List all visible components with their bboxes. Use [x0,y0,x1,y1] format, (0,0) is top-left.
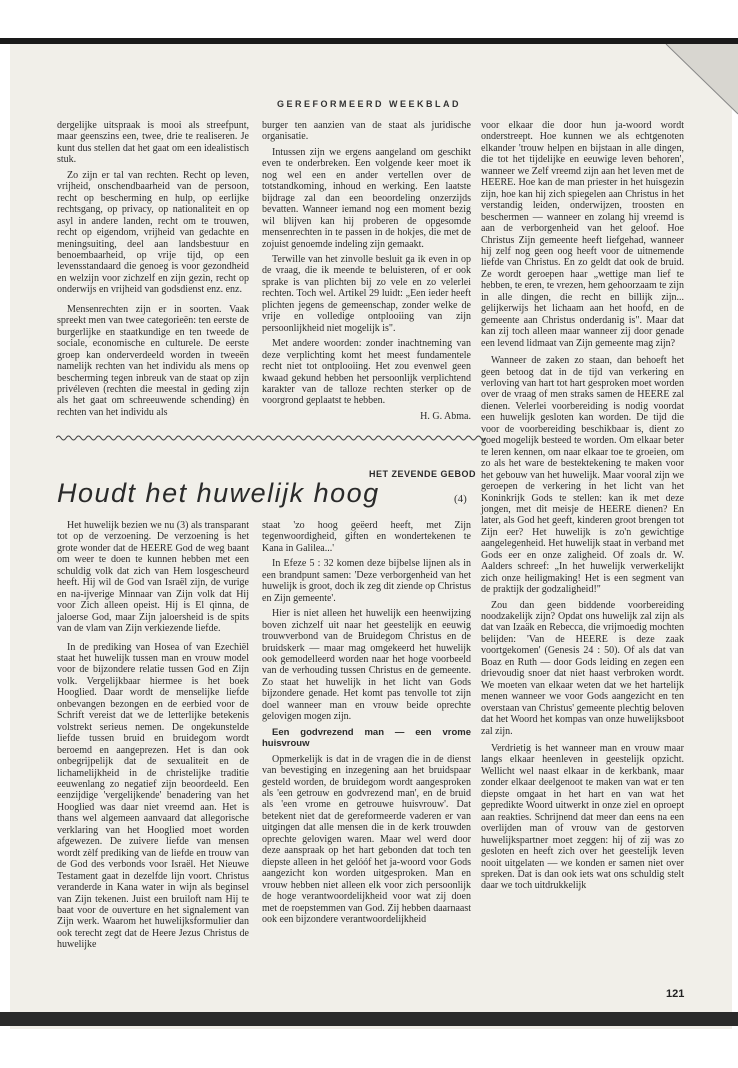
top-margin [0,0,738,40]
column-3 [481,120,684,896]
column-2-top [262,120,471,422]
paragraph: staat 'zo hoog geëerd heeft, met Zijn tegenwoordigheid, giften en wondertekenen te Kana in Galilea...' [262,520,471,554]
paragraph: Intussen zijn we ergens aangeland om geschikt even te onderbreken. Een volgende keer moet ik nog wel een en ander vertellen over de totstandkoming, inhoud en werking. Een laatste bijdrage zal dan een beoordeling onzerzijds bevatten. Wanneer iemand nog een moment bezig wil blijven kan hij proberen de opgesomde mensenrechten in te passen in de hokjes, die met de zojuist genoemde indeling zijn gemaakt. [262,146,471,250]
paragraph: dergelijke uitspraak is mooi als streefpunt, maar geenszins een, twee, drie te realiseren. Je kunt dus stellen dat het gaat om een idealistisch stuk. [57,120,249,166]
section-label: HET ZEVENDE GEBOD [368,469,476,479]
column-1-bottom [57,520,249,955]
page-number: 121 [666,988,685,1000]
article-title: Houdt het huwelijk hoog [57,478,380,508]
article-part-number: (4) [454,493,467,505]
scan-bottom-edge [0,1012,738,1026]
page-corner-fold [646,44,738,124]
paragraph: Wanneer de zaken zo staan, dan behoeft het geen betoog dat in de tijd van verkering en verloving van hart tot hart gesproken moet worden over de vraag of men straks samen de HEERE zal dienen. Velerlei voorbereiding is nodig voordat een huwelijk gesloten kan worden. De tijd die voor de voorbereiding beschikbaar is, dient zo goed mogelijk besteed te worden. Om elkaar beter te leren kennen, om naar elkaar toe te groeien, om zo als het ware de bestektekening te maken voor het gebouw van het huwelijk. Maar vooral zijn we geroepen de verkering in het licht van het Koninkrijk Gods te stellen: kan ik met deze jongen, met dit meisje de HEERE dienen? En later, als God het geeft, kinderen groot brengen tot Zijn eer? Het huwelijk is zo'n gewichtige aangelegenheid. Het huwelijk staat in verband met Gods eer en onze zaligheid. Of zoals dr. W. Aalders schreef: „In het huwelijk verwerkelijkt zich onze heiligmaking! Het is een segment van de praktijk der godzaligheid!" [481,355,684,596]
paragraph: voor elkaar die door hun ja-woord wordt onderstreept. Hoe kunnen we als echtgenoten elkander 'trouw helpen en bijstaan in alle dingen, die tot het tijdelijke en eeuwige leven behoren', wanneer we Zelf vreemd zijn aan het leven met de HEERE. Hoe kan de man priester in het huisgezin zijn, hoe kan hij zich spiegelen aan Christus in het verstandig leiden, onderwijzen, troosten en beschermen — wanneer en zolang hij vreemd is aan de verborgenheid van het geloof. Hoe Christus Zijn gemeente heeft liefgehad, wanneer hij zelf nog geen oog heeft voor de uitnemende liefde van Christus. En zo geldt dat ook de bruid. Ze wordt geroepen haar „wettige man lief te hebben, te eren, te vrezen, hem gehoorzaam te zijn in alle dingen, die recht en billijk zijn... gelijkerwijs het lichaam aan het hoofd, en de gemeente aan Christus onderdanig is". Maar dat kan zij toch alleen maar wanneer zij door genade een levend lidmaat van Zijn gemeente mag zijn? [481,120,684,349]
paragraph: Zou dan geen biddende voorbereiding noodzakelijk zijn? Opdat ons huwelijk zal zijn als dat van Izaäk en Rebecca, die vrijmoedig mochten belijden: 'Van de HEERE is deze zaak voortgekomen' (Genesis 24 : 50). Of als dat van Boaz en Ruth — door Gods leiding en zegen een drievoudig snoer dat niet haast verbroken wordt. We moeten van elkaar weten dat we het hartelijk menen wanneer we voor Gods aangezicht en ten overstaan van Christus' gemeente plechtig beloven dat het Woord het kompas van onze huwelijksboot zal zijn. [481,599,684,737]
paragraph: Verdrietig is het wanneer man en vrouw maar langs elkaar heenleven in geestelijk opzicht. Wellicht wel naast elkaar in de kerkbank, maar zonder elkaar deelgenoot te maken van wat er ten diepste omgaat in het hart en van wat het gepredikte Woord uitwerkt in onze ziel en oproept aan reakties. Schrijnend dat meer dan eens na een overlijden man of vrouw van de gestorven huwelijkspartner moet zeggen: hij of zij was zo gesloten en heeft zich over het geestelijk leven nooit uitgelaten — we konden er samen niet over spreken. Dat is dan ook iets wat ons schuldig stelt daar we toch uitdrukkelijk [481,743,684,892]
paragraph: Hier is niet alleen het huwelijk een heenwijzing boven zichzelf uit naar het geestelijk en eeuwig trouwverbond van de Bruidegom Christus en de bruidskerk — maar mag omgekeerd het huwelijk ook gemodelleerd worden naar het hoge voorbeeld van de verhouding tussen Christus en de gemeente. Zo staat het huwelijk in het licht van Gods bijzondere genade. Het komt pas tenvolle tot zijn doel wanneer man en vrouw beide oprechte gelovigen mogen zijn. [262,608,471,723]
paragraph: Terwille van het zinvolle besluit ga ik even in op de vraag, die ik meende te beluisteren, of er ook sprake is van plichten bij zo vele en zo velerlei rechten. Toch wel. Artikel 29 luidt: „Een ieder heeft plichten jegens de gemeenschap, zonder welke de vrije en volledige ontplooiing van zijn persoonlijkheid niet mogelijk is". [262,253,471,334]
author-signature: H. G. Abma. [420,410,471,422]
paragraph: Met andere woorden: zonder inachtneming van deze verplichting komt het meest fundamentele recht niet tot ontplooiing. Het zou evenwel geen kwaad gekund hebben het persoonlijk verplichtend karakter van de talloze rechten sterker op de voorgrond geplaatst te hebben. [262,338,471,407]
paragraph: Mensenrechten zijn er in soorten. Vaak spreekt men van twee categorieën: ten eerste de burgerlijke en staatkundige en ten tweede de sociale, economische en culturele. De eerste groep kan onderverdeeld worden in tweeën namelijk rechten van het individu als mens op bescherming tegen inbreuk van de staat op zijn privéleven (rechten die meestal in geding zijn als het gaat om schreeuwende schending) èn rechten van het individu als [57,303,249,418]
paragraph: Het huwelijk bezien we nu (3) als transparant tot op de verzoening. De verzoening is het grote wonder dat de HEERE God de weg baant om weer te doen te kunnen hebben met een schuldig volk dat zich van Hem losgescheurd heeft. Hij wil de God van Israël zijn, de vurige en na-ijverige Minnaar van Zijn volk dat Hij voor Zich alleen opeist. Hij is El qinna, de jaloerse God, maar Zijn jaloersheid is de spits van de vlam van Zijn verkiezende liefde. [57,520,249,635]
column-2-bottom [262,520,471,929]
subheading: Een godvrezend man — een vrome huisvrouw [262,726,471,750]
page-header: GEREFORMEERD WEEKBLAD [276,99,461,109]
paragraph: In Efeze 5 : 32 komen deze bijbelse lijnen als in een brandpunt samen: 'Deze verborgenheid van het huwelijk is groot, doch ik zeg dit ziende op Christus en Zijn gemeente'. [262,558,471,604]
paragraph: Zo zijn er tal van rechten. Recht op leven, vrijheid, onschendbaarheid van de persoon, recht op bescherming en hulp, op eerlijke rechtsgang, op privacy, op nationaliteit en op asyl in andere landen, recht om te trouwen, recht op eigendom, vrijheid van gedachte en meningsuiting, deel aan landsbestuur en benoembaarheid, op vrije tijd, op een levensstandaard die genoeg is voor gezondheid en welzijn voor zichzelf en zijn gezin, recht op onderwijs en vrijheid van godsdienst enz. enz. [57,169,249,296]
column-1-top [57,120,249,422]
paragraph: In de prediking van Hosea of van Ezechiël staat het huwelijk tussen man en vrouw model voor de bijzondere relatie tussen God en Zijn volk. Vergelijkbaar hiermee is het boek Hooglied. Daar wordt de menselijke liefde onbevangen bezongen en de eerbied voor de Schrift vereist dat we de letterlijke betekenis volstrekt serieus nemen. De ongekunstelde liefde tussen bruid en bruidegom wordt beroemd en aangeprezen. Het is dan ook onbegrijpelijk dat de sexualiteit en de lichamelijkheid in de christelijke traditie eeuwenlang zo negatief zijn beoordeeld. Een eenzijdige 'vergelijkende' benadering van het Hooglied was daar niet vreemd aan. Het is thans wel algemeen aanvaard dat allegorische verklaring van het Hooglied moet worden afgewezen. De zuivere liefde van mensen wordt zèlf prediking van de liefde en trouw van de God des verbonds voor Israël. Het Nieuwe Testament gaat in dezelfde lijn voort. Christus veranderde in Kana water in wijn als beginsel van Zijn tekenen. Juist een bruiloft nam Hij te baat voor de ouverture en het signalement van Zijn werk. Waarom het huwelijksformulier dan ook terecht zegt dat de Heere Jezus Christus de huwelijke [57,641,249,951]
wavy-divider [56,434,486,442]
paragraph: Opmerkelijk is dat in de vragen die in de dienst van bevestiging en inzegening aan het bruidspaar gesteld worden, de bruidegom wordt aangesproken als 'een getrouw en godvrezend man', en de bruid als 'een vrome en getrouwe huisvrouw'. Dat betekent niet dat de gereformeerde vaderen er van uitgingen dat alle mensen die in de kerk trouwden oprechte gelovigen waren. Maar wel werd door deze aanspraak op het hart gebonden dat toch ten diepste alleen in het gelóóf het ja-woord voor Gods aangezicht kon worden uitgesproken. Man en vrouw hebben niet alleen elk voor zich persoonlijk de hoge verantwoordelijkheid voor wat zij doen met de roepstemmen van God. Zij hebben daarnaast ook een bijzondere verantwoordelijkheid [262,753,471,925]
paragraph: burger ten aanzien van de staat als juridische organisatie. [262,120,471,143]
